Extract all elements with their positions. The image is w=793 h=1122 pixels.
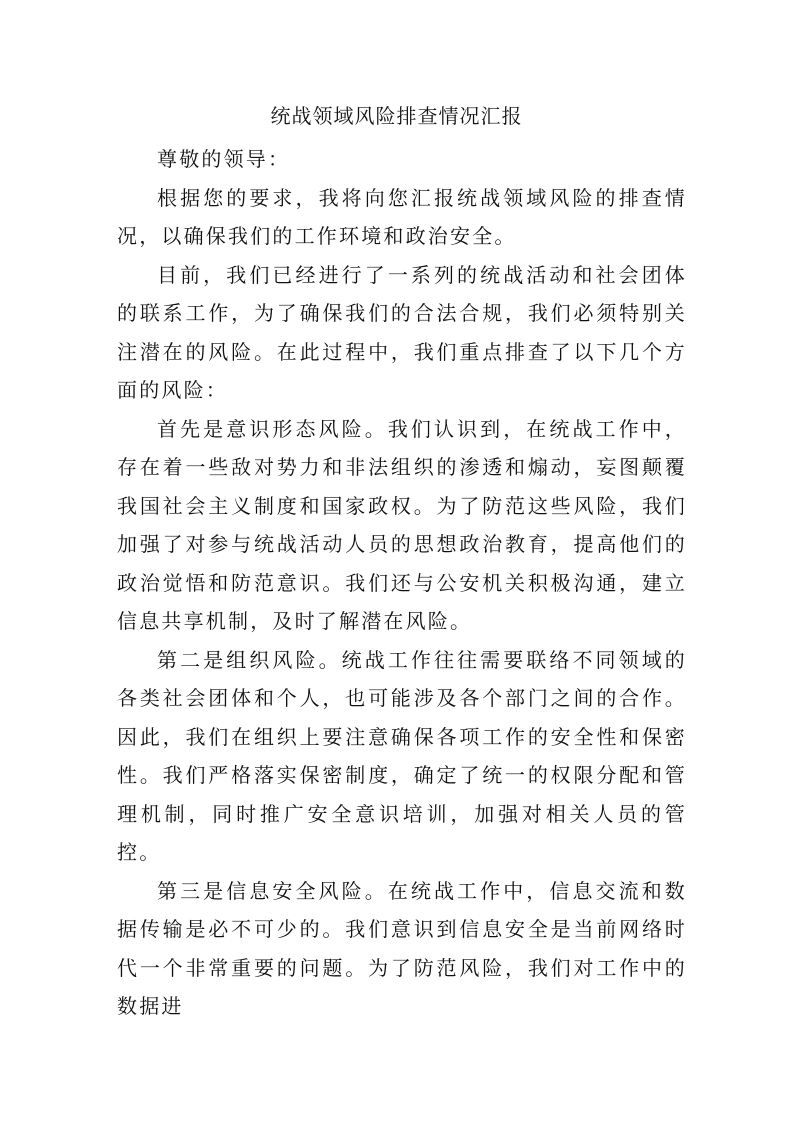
paragraph-organization-risk: 第二是组织风险。统战工作往往需要联络不同领域的各类社会团体和个人，也可能涉及各个部门之间的合作。因此，我们在组织上要注意确保各项工作的安全性和保密性。我们严格落实保密制度，确定了统一的权限分配和管理机制，同时推广安全意识培训，加强对相关人员的管控。	[117, 647, 687, 864]
paragraph-overview: 目前，我们已经进行了一系列的统战活动和社会团体的联系工作，为了确保我们的合法合规，我们必须特别关注潜在的风险。在此过程中，我们重点排查了以下几个方面的风险：	[117, 262, 687, 402]
paragraph-intro: 根据您的要求，我将向您汇报统战领域风险的排查情况，以确保我们的工作环境和政治安全。	[117, 185, 687, 248]
paragraph-information-security-risk: 第三是信息安全风险。在统战工作中，信息交流和数据传输是必不可少的。我们意识到信息安全是当前网络时代一个非常重要的问题。为了防范风险，我们对工作中的数据进	[117, 878, 687, 1018]
document-body	[117, 140, 687, 1026]
paragraph-ideology-risk: 首先是意识形态风险。我们认识到，在统战工作中，存在着一些敌对势力和非法组织的渗透和煽动，妄图颠覆我国社会主义制度和国家政权。为了防范这些风险，我们加强了对参与统战活动人员的思想政治教育，提高他们的政治觉悟和防范意识。我们还与公安机关积极沟通，建立信息共享机制，及时了解潜在风险。	[117, 416, 687, 633]
salutation: 尊敬的领导：	[157, 147, 291, 171]
document-title: 统战领域风险排查情况汇报	[270, 104, 523, 128]
